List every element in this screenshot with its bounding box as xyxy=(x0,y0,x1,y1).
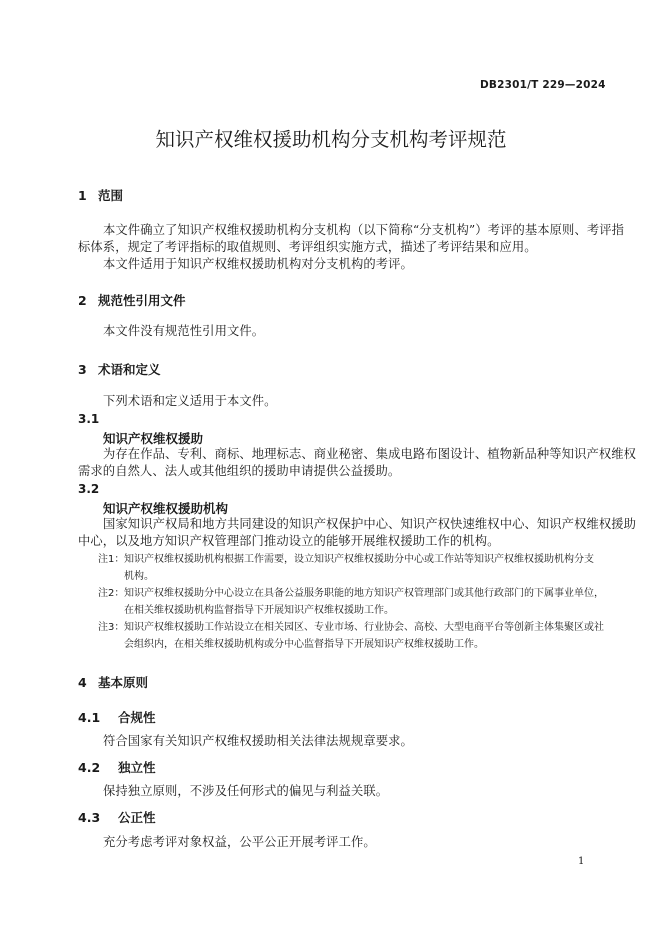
term-3-1-number: 3.1 xyxy=(78,412,100,426)
paragraph-line: 符合国家有关知识产权维权援助相关法律法规规章要求。 xyxy=(103,734,413,748)
subsection-title: 公正性 xyxy=(118,810,156,825)
subsection-number: 4.3 xyxy=(78,810,101,825)
subsection-number: 4.1 xyxy=(78,710,101,725)
section-1-heading xyxy=(78,186,123,204)
section-1-paragraph-2 xyxy=(78,256,602,273)
section-number: 3 xyxy=(78,362,87,377)
note-line: 机构。 xyxy=(124,571,154,582)
subsection-4-1-paragraph xyxy=(78,733,602,750)
paragraph-line: 本文件确立了知识产权维权援助机构分支机构（以下简称“分支机构”）考评的基本原则、考评指 xyxy=(103,223,625,237)
section-2-heading xyxy=(78,291,186,309)
note-line: 在相关维权援助机构监督指导下开展知识产权维权援助工作。 xyxy=(124,605,394,616)
section-number: 2 xyxy=(78,293,87,308)
section-1-paragraph-1 xyxy=(78,222,625,256)
note-line: 知识产权维权援助工作站设立在相关园区、专业市场、行业协会、高校、大型电商平台等创新主体集聚区或社 xyxy=(124,622,604,633)
subsection-title: 独立性 xyxy=(118,760,156,775)
note-label: 注2： xyxy=(98,588,125,599)
subsection-4-2-paragraph xyxy=(78,783,602,800)
standard-code: DB2301/T 229—2024 xyxy=(480,79,606,91)
section-3-heading xyxy=(78,360,161,378)
section-title: 术语和定义 xyxy=(98,362,161,377)
section-number: 1 xyxy=(78,188,87,203)
term-3-2-name: 知识产权维权援助机构 xyxy=(103,501,229,516)
paragraph-line: 本文件适用于知识产权维权援助机构对分支机构的考评。 xyxy=(103,257,413,271)
note-line: 会组织内，在相关维权援助机构或分中心监督指导下开展知识产权维权援助工作。 xyxy=(124,639,484,650)
term-3-2-definition xyxy=(78,516,637,550)
subsection-4-2-heading xyxy=(78,758,156,776)
paragraph-line: 充分考虑考评对象权益，公平公正开展考评工作。 xyxy=(103,835,376,849)
note-text xyxy=(124,585,606,619)
note-text xyxy=(124,619,606,653)
note-line: 知识产权维权援助机构根据工作需要，设立知识产权维权援助分中心或工作站等知识产权维权援助机构分支 xyxy=(124,554,594,565)
note-text xyxy=(124,551,606,585)
note-label: 注1： xyxy=(98,554,125,565)
section-title: 范围 xyxy=(98,188,124,203)
paragraph-line: 为存在作品、专利、商标、地理标志、商业秘密、集成电路布图设计、植物新品种等知识产权维权 xyxy=(103,447,637,461)
page-number: 1 xyxy=(578,856,585,867)
term-3-1-name: 知识产权维权援助 xyxy=(103,431,204,446)
subsection-4-3-paragraph xyxy=(78,834,602,851)
paragraph-line: 本文件没有规范性引用文件。 xyxy=(103,324,265,338)
paragraph-line: 保持独立原则，不涉及任何形式的偏见与利益关联。 xyxy=(103,784,389,798)
subsection-4-1-heading xyxy=(78,708,156,726)
term-3-1-definition xyxy=(78,446,637,480)
subsection-4-3-heading xyxy=(78,808,156,826)
paragraph-line: 需求的自然人、法人或其他组织的援助申请提供公益援助。 xyxy=(78,464,401,478)
section-4-heading xyxy=(78,673,148,691)
section-title: 基本原则 xyxy=(98,675,149,690)
subsection-number: 4.2 xyxy=(78,760,101,775)
section-2-paragraph-1 xyxy=(78,323,602,340)
subsection-title: 合规性 xyxy=(118,710,156,725)
section-number: 4 xyxy=(78,675,87,690)
note-line: 知识产权维权援助分中心设立在具备公益服务职能的地方知识产权管理部门或其他行政部门的下属事业单位， xyxy=(124,588,604,599)
section-title: 规范性引用文件 xyxy=(98,293,186,308)
document-title: 知识产权维权援助机构分支机构考评规范 xyxy=(155,128,507,151)
paragraph-line: 国家知识产权局和地方共同建设的知识产权保护中心、知识产权快速维权中心、知识产权维权援助 xyxy=(103,517,637,531)
paragraph-line: 下列术语和定义适用于本文件。 xyxy=(103,394,277,408)
term-3-2-number: 3.2 xyxy=(78,482,100,496)
section-3-paragraph-1 xyxy=(78,393,602,410)
paragraph-line: 中心，以及地方知识产权管理部门推动设立的能够开展维权援助工作的机构。 xyxy=(78,534,500,548)
note-label: 注3： xyxy=(98,622,125,633)
paragraph-line: 标体系，规定了考评指标的取值规则、考评组织实施方式，描述了考评结果和应用。 xyxy=(78,240,537,254)
